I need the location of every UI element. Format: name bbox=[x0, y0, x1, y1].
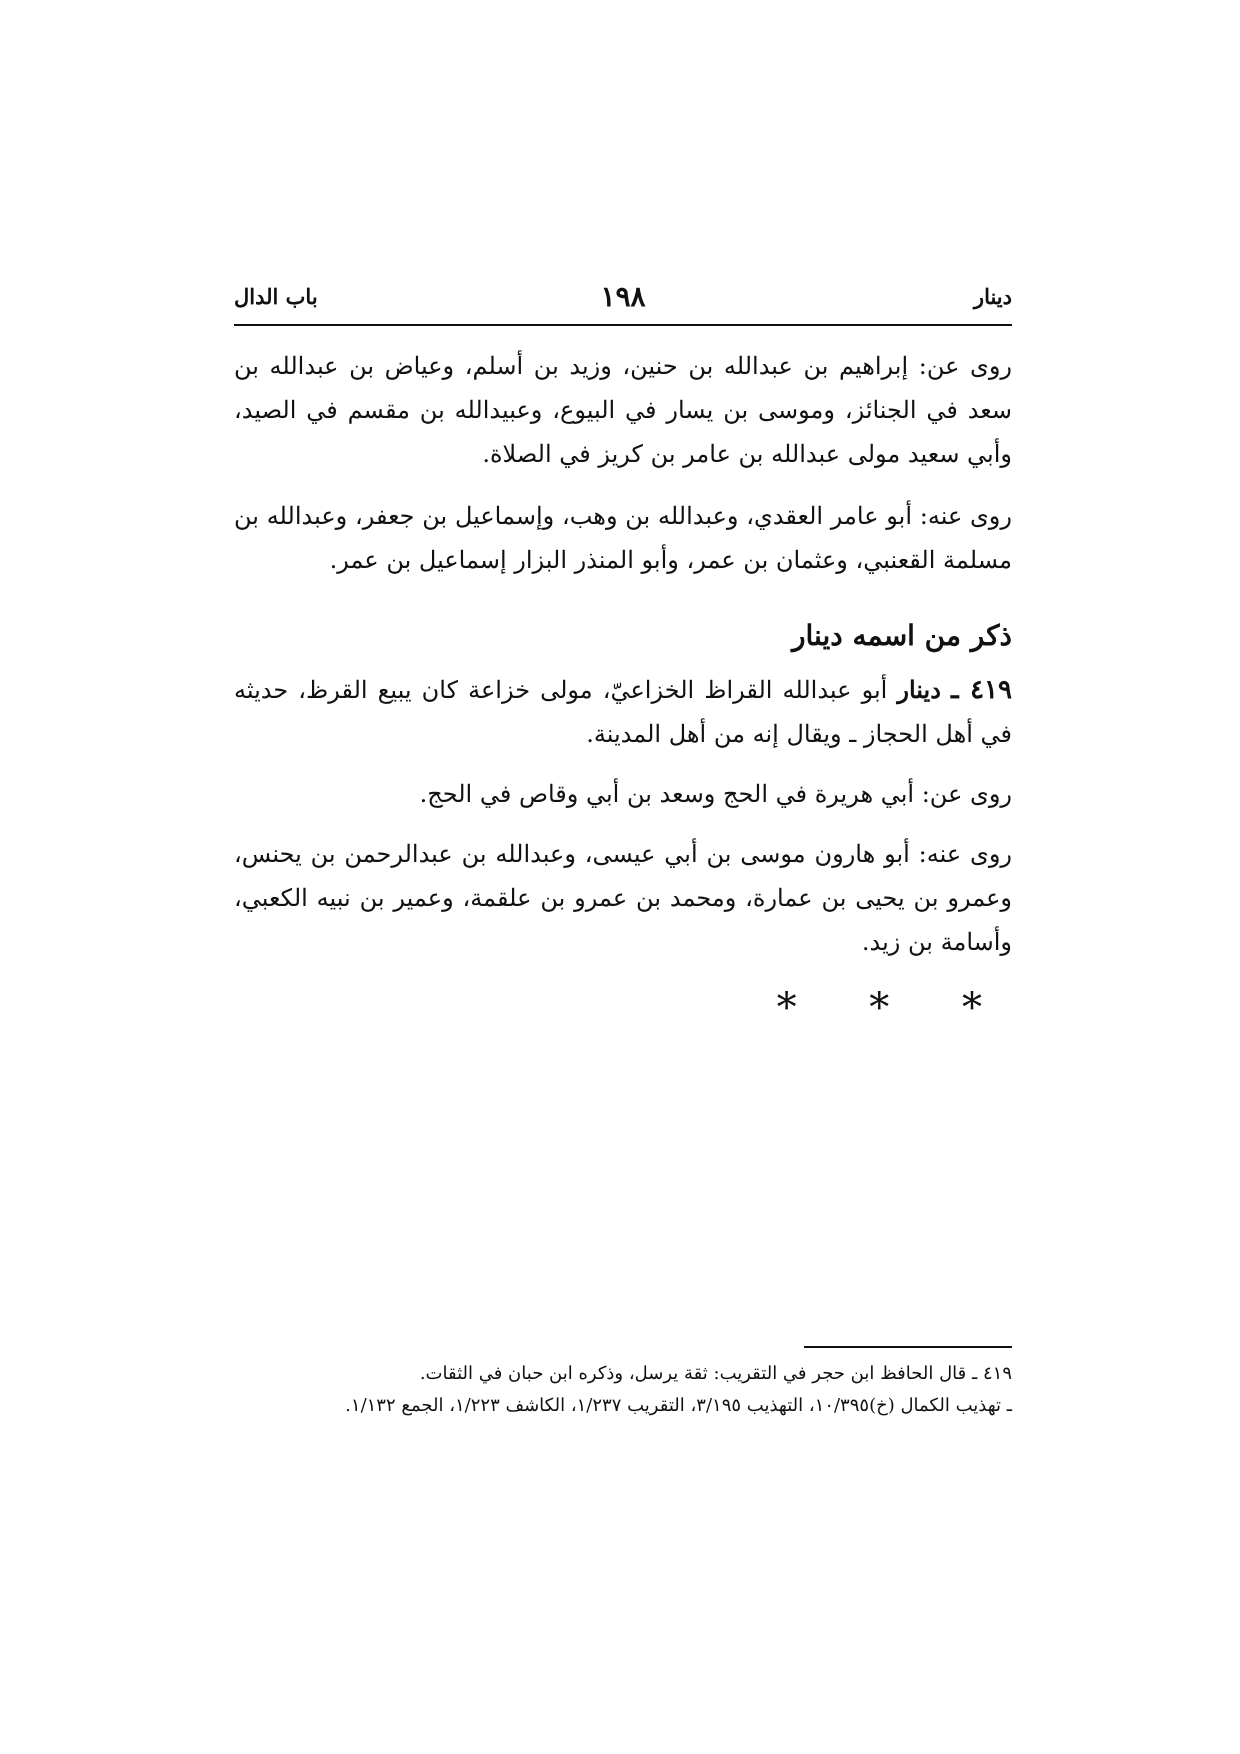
header-entry-name: دينار bbox=[973, 284, 1012, 309]
header-chapter-title: باب الدال bbox=[234, 284, 318, 309]
running-header bbox=[234, 280, 1012, 326]
section-title: ذكر من اسمه دينار bbox=[791, 619, 1012, 652]
entry-narrated-from: روى عن: أبي هريرة في الحج وسعد بن أبي وقاص في الحج. bbox=[419, 780, 1012, 808]
entry-narrated-by: روى عنه: أبو هارون موسى بن أبي عيسى، وعبدالله بن عبدالرحمن بن يحنس، وعمرو بن يحيى بن عمارة، ومحمد بن عمرو بن علقمة، وعمير بن نبيه الكعبي، وأسامة بن زيد. bbox=[234, 840, 1012, 956]
page-number: ١٩٨ bbox=[600, 280, 646, 313]
footnote-line: ٤١٩ ـ قال الحافظ ابن حجر في التقريب: ثقة يرسل، وذكره ابن حبان في الثقات. bbox=[419, 1363, 1012, 1384]
narrated-from-paragraph: روى عن: إبراهيم بن عبدالله بن حنين، وزيد بن أسلم، وعياض بن عبدالله بن سعد في الجنائز، وموسى بن يسار في البيوع، وعبيدالله بن مقسم في الصيد، وأبي سعيد مولى عبدالله بن عامر بن كريز في الصلاة. bbox=[234, 352, 1012, 468]
footnote-references: ـ تهذيب الكمال (خ)١٠/٣٩٥، التهذيب ٣/١٩٥، التقريب ١/٢٣٧، الكاشف ١/٢٢٣، الجمع ١/١٣٢. bbox=[345, 1395, 1012, 1416]
entry-number: ٤١٩ ـ bbox=[950, 675, 1012, 705]
entry-paragraph bbox=[234, 668, 1012, 756]
main-text bbox=[234, 344, 1012, 1030]
narrated-by-paragraph: روى عنه: أبو عامر العقدي، وعبدالله بن وهب، وإسماعيل بن جعفر، وعبدالله بن مسلمة القعنبي، وعثمان بن عمر، وأبو المنذر البزار إسماعيل بن عمر. bbox=[234, 502, 1012, 574]
section-end-stars: * * * bbox=[776, 985, 1012, 1031]
footnote-divider bbox=[804, 1346, 1012, 1348]
entry-name: دينار bbox=[897, 675, 941, 704]
entry-text: أبو عبدالله القراظ الخزاعيّ، مولى خزاعة كان يبيع القرظ، حديثه في أهل الحجاز ـ ويقال إنه من أهل المدينة. bbox=[234, 676, 1012, 748]
footnotes bbox=[234, 1358, 1012, 1422]
